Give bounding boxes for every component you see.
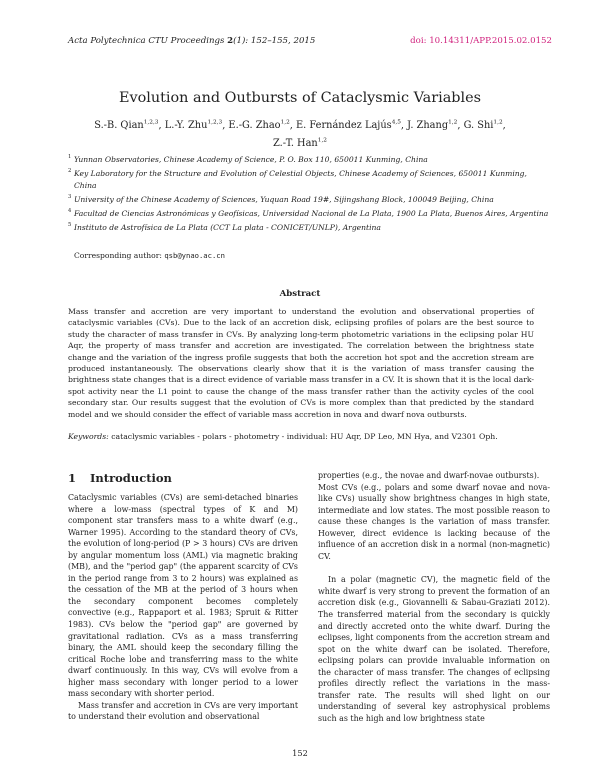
affiliation-text: University of the Chinese Academy of Sciences, Yuquan Road 19#, Sijingshang Block, 100049 Beijing, China	[74, 195, 494, 204]
section-number: 1	[68, 471, 77, 485]
corresponding-email[interactable]: qsb@ynao.ac.cn	[164, 251, 225, 260]
running-header	[68, 36, 552, 46]
journal-name: Acta Polytechnica CTU Proceedings	[68, 36, 225, 46]
author-affiliation-marker: 1,2,3	[143, 119, 159, 126]
corresponding-author	[74, 251, 225, 260]
intro-paragraph-3: Most CVs (e.g., polars and some dwarf novae and nova-like CVs) usually show brightness changes in high state, intermediate and low states. The most possible reason to cause these changes is the variation of mass transfer. However, direct evidence is lacking because of the influence of an accretion disk in a normal (non-magnetic) CV.	[318, 482, 550, 561]
affiliation-item	[68, 154, 550, 166]
affiliation-item	[68, 194, 550, 206]
author-line-1	[90, 117, 510, 135]
author-name: E.-G. Zhao	[228, 120, 281, 131]
author-separator: ,	[400, 120, 408, 131]
affiliation-text: Facultad de Ciencias Astronómicas y Geofísicas, Universidad Nacional de La Plata, 1900 La Plata, Buenos Aires, Argentina	[74, 209, 549, 218]
page-number: 152	[292, 748, 308, 758]
intro-paragraph-1: Cataclysmic variables (CVs) are semi-detached binaries where a low-mass (spectral types of K and M) component star transfers mass to a white dwarf (e.g., Warner 1995). According to the standard theory of CVs, the evolution of long-period (P > 3 hours) CVs are driven by angular momentum loss (AML) via magnetic braking (MB), and the "period gap" (the apparent scarcity of CVs in the period range from 3 to 2 hours) was explained as the cessation of the MB at the period of 3 hours when the secondary component becomes completely convective (e.g., Rappaport et al. 1983; Spruit & Ritter 1983). CVs below the "period gap" are governed by gravitational radiation. CVs as a mass transferring binary, the AML should keep the secondary filling the critical Roche lobe and transferring mass to the white dwarf continuously. In this way, CVs will evolve from a higher mass secondary with longer period to a lower mass secondary with shorter period.	[68, 493, 298, 699]
left-column	[68, 492, 298, 723]
affiliation-number: 2	[68, 168, 72, 174]
affiliation-number: 1	[68, 154, 72, 160]
keywords-label: Keywords:	[68, 432, 109, 441]
author-name: J. Zhang	[407, 120, 449, 131]
author-affiliation-marker: 1,2	[493, 119, 503, 126]
author-list	[90, 117, 510, 153]
affiliation-item	[68, 222, 550, 234]
author-affiliation-marker: 4,5	[391, 119, 401, 126]
intro-paragraph-2-continued: properties (e.g., the novae and dwarf-novae outbursts).	[318, 471, 540, 480]
journal-issue-pages: (1): 152–155, 2015	[233, 36, 316, 46]
affiliation-item	[68, 168, 550, 192]
author-affiliation-marker: 1,2	[317, 137, 327, 144]
affiliation-item	[68, 208, 550, 220]
affiliation-number: 4	[68, 208, 72, 214]
abstract-heading: Abstract	[279, 289, 321, 299]
affiliation-number: 3	[68, 194, 72, 200]
abstract-text: Mass transfer and accretion are very important to understand the evolution and observational properties of cataclysmic variables (CVs). Due to the lack of an accretion disk, eclipsing profiles of polars are the best source to study the character of mass transfer in CVs. By analyzing long-term photometric variations in the eclipsing polar HU Aqr, the property of mass transfer and accretion are investigated. The correlation between the brightness state change and the variation of the ingress profile suggests that both the accretion hot spot and the accretion stream are produced instantaneously. The observations clearly show that it is the variation of mass transfer causing the brightness state changes that is a direct evidence of variable mass transfer in a CV. It is shown that it is the local dark-spot activity near the L1 point to cause the change of the mass transfer rather than the activity cycles of the cool secondary star. Our results suggest that the evolution of CVs is more complex than that predicted by the standard model and we should consider the effect of variable mass accretion in nova and dwarf nova outbursts.	[68, 307, 534, 419]
author-separator: ,	[457, 120, 464, 131]
corresponding-label: Corresponding author:	[74, 251, 162, 260]
affiliation-list	[68, 154, 550, 236]
author-affiliation-marker: 1,2	[280, 119, 290, 126]
journal-volume: 2	[227, 36, 234, 46]
affiliation-text: Instituto de Astrofísica de La Plata (CCT La plata - CONICET/UNLP), Argentina	[74, 223, 381, 232]
keywords	[68, 432, 534, 441]
paper-title: Evolution and Outbursts of Cataclysmic Variables	[118, 89, 482, 106]
author-name: L.-Y. Zhu	[164, 120, 208, 131]
affiliation-number: 5	[68, 222, 72, 228]
author-affiliation-marker: 1,2	[448, 119, 458, 126]
doi-link[interactable]: doi: 10.14311/APP.2015.02.0152	[410, 36, 552, 46]
section-heading-introduction	[68, 471, 172, 485]
journal-citation	[68, 36, 315, 46]
author-name: Z.-T. Han	[273, 138, 318, 149]
author-name: S.-B. Qian	[94, 120, 144, 131]
intro-paragraph-2: Mass transfer and accretion in CVs are very important to understand their evolution and observational	[68, 700, 298, 722]
author-name: G. Shi	[463, 120, 494, 131]
right-column	[318, 470, 550, 724]
author-separator: ,	[222, 120, 229, 131]
author-line-2	[90, 135, 510, 153]
keywords-text: cataclysmic variables - polars - photometry - individual: HU Aqr, DP Leo, MN Hya, and V2301 Oph.	[111, 432, 498, 441]
author-affiliation-marker: 1,2,3	[207, 119, 223, 126]
section-title: Introduction	[90, 471, 172, 485]
author-name: E. Fernández Lajús	[296, 120, 392, 131]
author-separator: ,	[289, 120, 297, 131]
author-separator: ,	[158, 120, 165, 131]
intro-paragraph-4: In a polar (magnetic CV), the magnetic field of the white dwarf is very strong to prevent the formation of an accretion disk (e.g., Giovannelli & Sabau-Graziati 2012). The transferred material from the secondary is quickly and directly accreted onto the white dwarf. During the eclipses, light components from the accretion stream and spot on the white dwarf can be isolated. Therefore, eclipsing polars can provide invaluable information on the character of mass transfer. The changes of eclipsing profiles directly reflect the variations in the mass-transfer rate. The results will shed light on our understanding of several key astrophysical problems such as the high and low brightness state	[318, 575, 550, 723]
affiliation-text: Key Laboratory for the Structure and Evolution of Celestial Objects, Chinese Academy of Sciences, 650011 Kunming, China	[74, 169, 527, 190]
author-separator: ,	[502, 120, 506, 131]
affiliation-text: Yunnan Observatories, Chinese Academy of Science, P. O. Box 110, 650011 Kunming, China	[74, 155, 428, 164]
